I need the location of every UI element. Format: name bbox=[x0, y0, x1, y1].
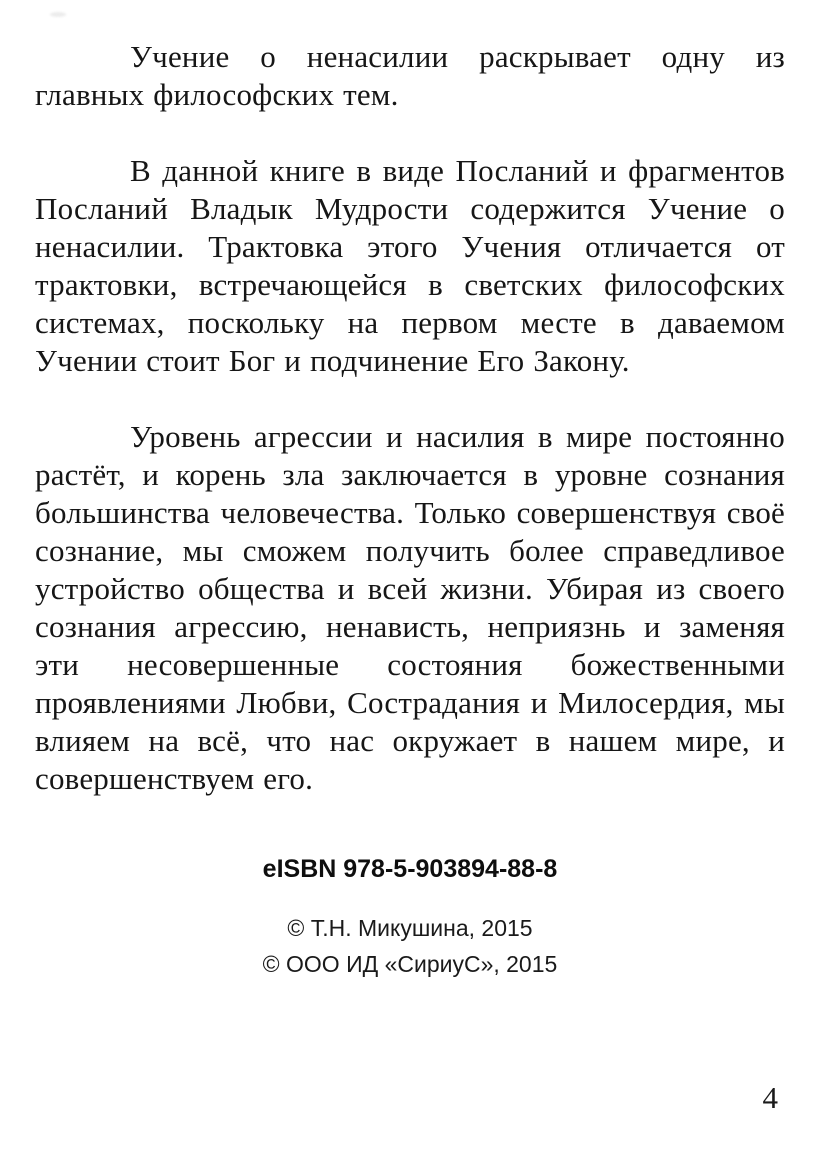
copyright-publisher: © ООО ИД «СириуС», 2015 bbox=[262, 951, 558, 977]
copyright-author: © Т.Н. Микушина, 2015 bbox=[287, 915, 533, 941]
page-number: 4 bbox=[762, 1080, 778, 1115]
scan-artifact bbox=[50, 12, 66, 17]
paragraph-book-description: В данной книге в виде Посланий и фрагментов Посланий Владык Мудрости содержится Учение о ненасилии. Трактовка этого Учения отличается от трактовки, встречающейся в светских философских системах, поскольку на первом месте в даваемом Учении стоит Бог и подчинение Его Закону. bbox=[35, 153, 785, 378]
paragraph-aggression-level: Уровень агрессии и насилия в мире постоянно растёт, и корень зла заключается в уровне сознания большинства человечества. Только совершенствуя своё сознание, мы сможем получить более справедливое устройство общества и всей жизни. Убирая из своего сознания агрессию, ненависть, неприязнь и заменяя эти несовершенные состояния божественными проявлениями Любви, Сострадания и Милосердия, мы влияем на всё, что нас окружает в нашем мире, и совершенствуем его. bbox=[35, 419, 785, 796]
copyright-block bbox=[35, 910, 785, 982]
paragraph-nonviolence-theme: Учение о ненасилии раскрывает одну из главных философских тем. bbox=[35, 39, 785, 112]
eisbn-line: eISBN 978-5-903894-88-8 bbox=[262, 855, 558, 883]
